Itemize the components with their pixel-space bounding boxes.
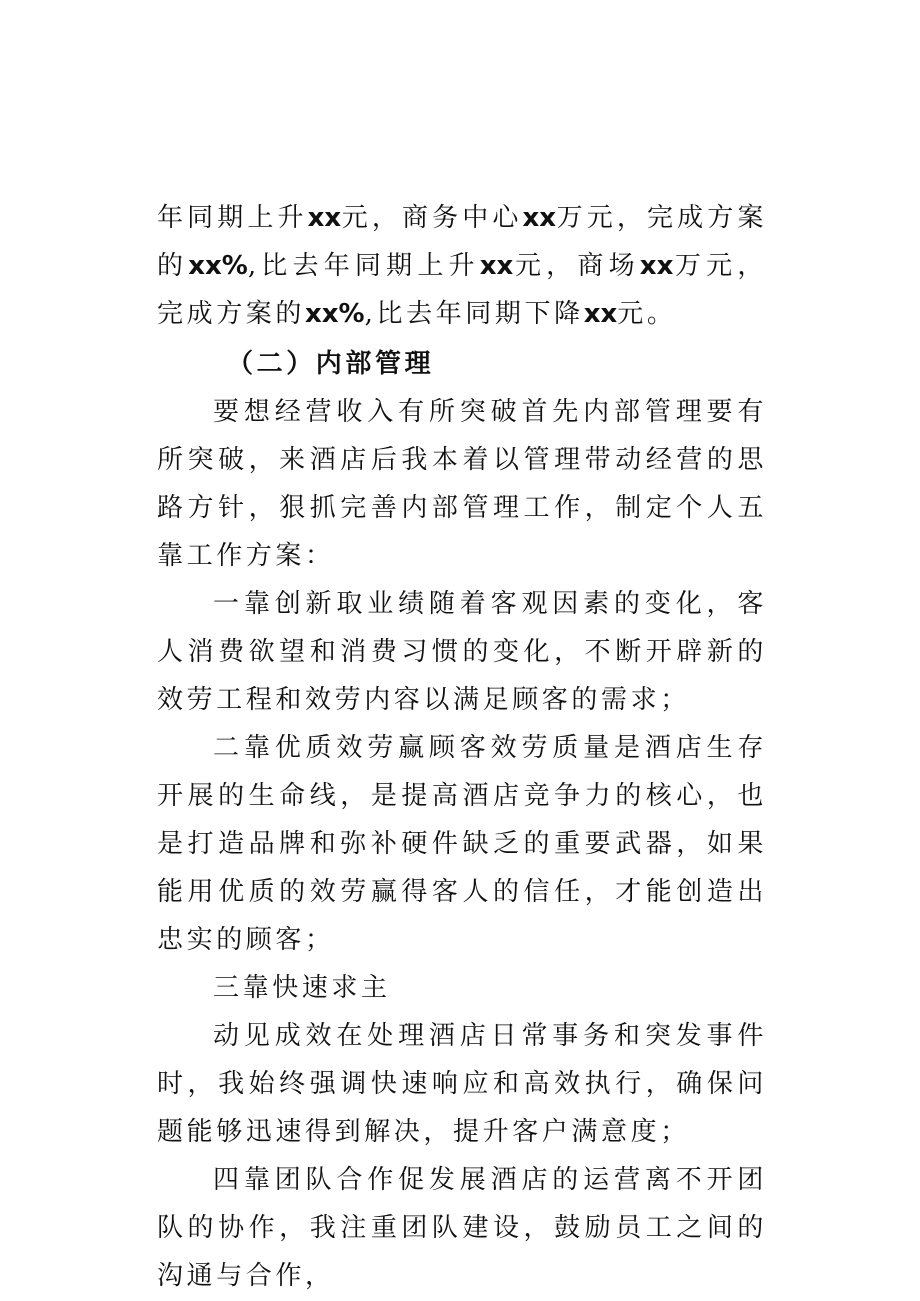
paragraph-quality-service: 二靠优质效劳赢顾客效劳质量是酒店生存开展的生命线，是提高酒店竞争力的核心，也是打造品牌和弥补硬件缺乏的重要武器，如果能用优质的效劳赢得客人的信任，才能创造出忠实的顾客； (157, 733, 767, 955)
placeholder-value: xx (583, 299, 618, 329)
text-segment: 万元，完成方案的 (157, 251, 767, 329)
text-segment: 年同期上升 (157, 203, 308, 233)
placeholder-percent: xx% (305, 299, 365, 329)
text-segment: 万元，完成方案的 (157, 203, 767, 281)
text-segment: 元，商务中心 (341, 203, 523, 233)
paragraph-internal-management: 要想经营收入有所突破首先内部管理要有所突破，来酒店后我本着以管理带动经营的思路方针，狠抓完善内部管理工作，制定个人五靠工作方案： (157, 397, 767, 571)
section-heading: （二）内部管理 (227, 349, 435, 379)
placeholder-value: xx (639, 251, 674, 281)
intro-paragraph (157, 194, 767, 338)
document-body (157, 194, 767, 1300)
placeholder-percent: xx% (188, 251, 248, 281)
text-segment: ,比去年同期下降 (364, 299, 584, 329)
placeholder-value: xx (522, 203, 557, 233)
paragraph-fast-action: 动见成效在处理酒店日常事务和突发事件时，我始终强调快速响应和高效执行，确保问题能够迅速得到解决，提升客户满意度； (157, 1021, 767, 1147)
paragraph-innovation: 一靠创新取业绩随着客观因素的变化，客人消费欲望和消费习惯的变化，不断开辟新的效劳工程和效劳内容以满足顾客的需求； (157, 589, 767, 715)
text-segment: 元，商场 (513, 251, 640, 281)
paragraph-fast-action-title: 三靠快速求主 (213, 973, 391, 1003)
placeholder-value: xx (307, 203, 342, 233)
text-segment: 元。 (617, 299, 677, 329)
text-segment: ,比去年同期上升 (247, 251, 480, 281)
paragraph-teamwork: 四靠团队合作促发展酒店的运营离不开团队的协作，我注重团队建设，鼓励员工之间的沟通与合作， (157, 1165, 767, 1291)
placeholder-value: xx (479, 251, 514, 281)
